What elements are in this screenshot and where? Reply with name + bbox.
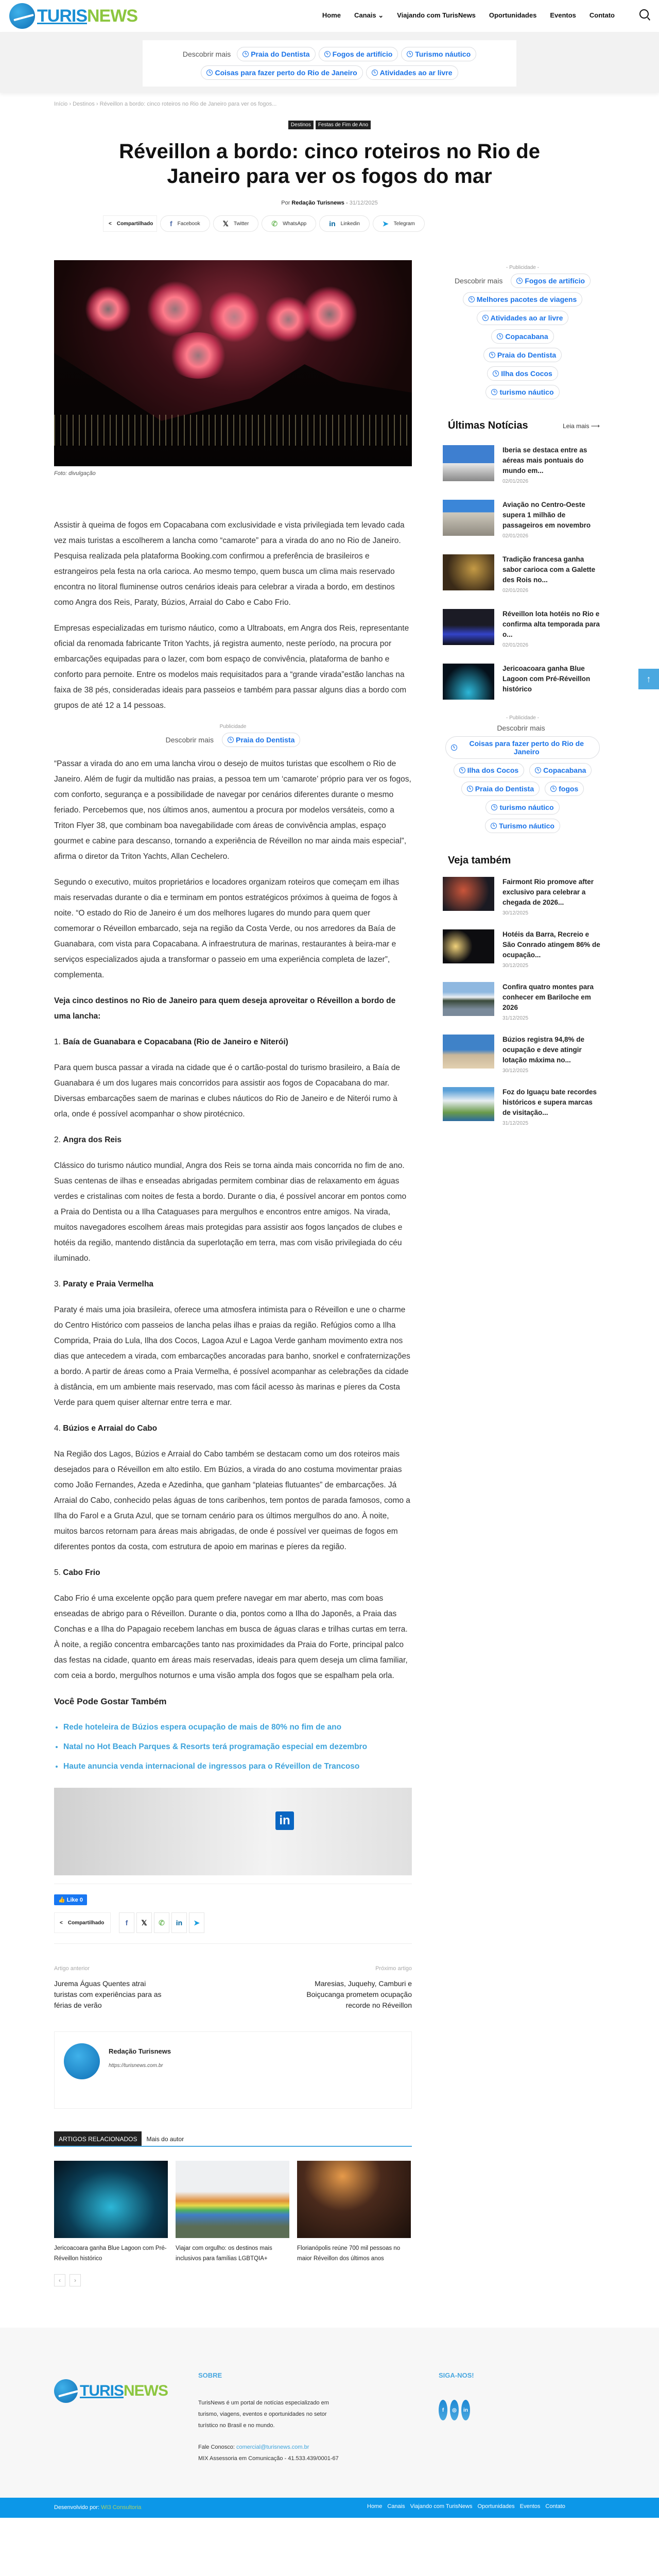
latest-news-item[interactable]: Jericoacoara ganha Blue Lagoon com Pré-Réveillon histórico [438,664,608,700]
previous-article-link[interactable]: Artigo anterior Jurema Águas Quentes atrai turistas com experiências para as férias de verão [54,1965,162,2009]
share-whatsapp-button[interactable]: ✆ WhatsApp [262,215,316,232]
sidebar-ad-1: - Publicidade - Descobrir mais ϟ Fogos de artifício ϟ Melhores pacotes de viagens ϟ Atividades ao ar livre ϟ Copacabana ϟ Praia do Dentista ϟ Ilha dos Cocos ϟ turismo náutico [438,265,608,399]
see-also-item[interactable]: Búzios registra 94,8% de ocupação e deve atingir lotação máxima no... 30/12/2025 [438,1035,608,1074]
whatsapp-icon: ✆ [271,219,278,228]
article-body: Assistir à queima de fogos em Copacabana com exclusividade e vista privilegiada tem levado cada vez mais turistas a escolherem a lancha como “camarote” para a virada do ano no Rio de Janeiro. Pesquisa realizada pela plataforma Booking.com confirmou a preferência de brasileiros e estrangeiros pela festa na orla carioca. Ao mesmo tempo, quem busca um clima mais reservado encontra no litoral fluminense outros cenários ideais para celebrar a virada a bordo, em destinos como Angra dos Reis, Paraty, Búzios, Arraial do Cabo e Cabo Frio. Empresas especializadas em turismo náutico, como a Ultraboats, em Angra dos Reis, representante oficial da renomada fabricante Triton Yachts, já registra aumento, neste período, na procura por embarcações equipadas para o lazer, com bom espaço de convivência, plataforma de banho e conforto para pernoite. Entre os modelos mais requisitados para a “grande virada”estão lanchas na faixa de 38 pés, consideradas ideais para passeios e também para passar alguns dias a bordo com grupos de até 12 a 14 pessoas. Publicidade Descobrir mais ϟ Praia do Dentista “Passar a virada do ano em uma lancha virou o desejo de muitos turistas que escolhem o Rio de Janeiro. Além de fugir da multidão nas praias, a pessoa tem um ‘camarote’ próprio para ver os fogos, com conforto, segurança e a possibilidade de navegar por cenários diferentes durante o mesmo feriado. Percebemos que, nos últimos anos, aumentou a procura por modelos versáteis, como a Triton Flyer 38, que combinam boa navegabilidade com áreas de convivência amplas, espaço gourmet e cabine para descanso, tornando a experiência de Réveillon no mar ainda mais especial”, afirma o diretor da Triton Yachts, Allan Cechelero. Segundo o executivo, muitos proprietários e locadores organizam roteiros que começam em ilhas mais reservadas durante o dia e terminam em pontos estratégicos próximos à queima de fogos à noite. “O estado do Rio de Janeiro é um dos melhores lugares do mundo para quem quer comemorar o Réveillon embarcado, seja na região da Costa Verde, ou nos arredores da Baía de Guanabara, com vista para Copacabana. A infraestrutura de marinas, restaurantes à beira-mar e serviços especializados ajuda a transformar o passeio em uma experiência completa de lazer”, complementa. Veja cinco destinos no Rio de Janeiro para quem deseja aproveitar o Réveillon a bordo de uma lancha: 1. Baía de Guanabara e Copacabana (Rio de Janeiro e Niterói) Para quem busca passar a virada na cidade que é o cartão-postal do turismo brasileiro, a Baía de Guanabara é um dos lugares mais concorridos para assistir aos fogos de Copacabana do mar. Diversas embarcações saem de marinas e clubes náuticos do Rio de Janeiro e de Niterói rumo à orla, onde é possível acompanhar o show pirotécnico. 2. Angra dos Reis Clássico do turismo náutico mundial, Angra dos Reis se torna ainda mais concorrida no fim de ano. Suas centenas de ilhas e enseadas abrigadas permitem combinar dias de relaxamento em águas verdes e cristalinas com noites de festa a bordo. Durante o dia, é possível ancorar em pontos como a Praia do Dentista ou a Ilha Cataguases para mergulhos e encontros entre amigos. Na virada, muitos navegadores escolhem áreas mais protegidas para assistir aos fogos lançados de clubes e hotéis da região, mantendo distância da superlotação em terra, mas com visão privilegiada do céu iluminado. 3. Paraty e Praia Vermelha Paraty é mais uma joia brasileira, oferece uma atmosfera intimista para o Réveillon e une o charme do Centro Histórico com passeios de lancha pelas ilhas e praias da região. Refúgios como a Ilha Comprida, Praia do Lula, Ilha dos Cocos, Lagoa Azul e Lagoa Verde ganham movimento extra nos dias que antecedem a virada, com embarcações ancoradas para banho, snorkel e confraternizações a bordo. A partir de áreas como a Praia Vermelha, é possível acompanhar as celebrações da cidade à distância, em um ambiente mais reservado, mas com fácil acesso às marinas e píeres da Costa Verde para quem quiser alternar entre terra e mar. 4. Búzios e Arraial do Cabo Na Região dos Lagos, Búzios e Arraial do Cabo também se destacam como um dos roteiros mais desejados para o Réveillon em alto estilo. Em Búzios, a virada do ano costuma movimentar praias como João Fernandes, Azeda e Azedinha, que ganham “plateias flutuantes” de embarcações. Já Arraial do Cabo, conhecido pelas águas de tons caribenhos, tem pontos de parada famosos, como a Ilha do Farol e a Gruta Azul, que se tornam cenário para os últimos mergulhos do ano. À noite, muitos barcos retornam para áreas mais abrigadas, de onde é possível ver queimas de fogos em diferentes pontos da costa, com estrutura de apoio em marinas e píeres da região. 5. Cabo Frio Cabo Frio é uma excelente opção para quem prefere navegar em mar aberto, mas com boas enseadas de abrigo para o Réveillon. Durante o dia, pontos como a Ilha do Japonês, a Praia das Conchas e a Ilha do Papagaio recebem lanchas em busca de águas claras e trilhas curtas em terra. À noite, a região concentra embarcações tanto nas proximidades da Praia do Forte, principal palco das festas na cidade, quanto em áreas mais reservadas, ideais para quem deseja um clima familiar, com ceia a bordo, mergulhos noturnos e uma visão ampla dos fogos que se espalham pela orla. Você Pode Gostar Também • Rede hoteleira de Búzios espera ocupação de mais de 80% no fim de ano • Natal no Hot Beach Parques & Resorts terá programação especial em dezembro • Haute anuncia venda internacional de ingressos para o Réveillon de Trancoso in 👍 Like 0 < Compartilhado f 𝕏 ✆ in ➤ Artigo anterior Jurema Águas Quentes atrai turistas com experiências para as férias de verão Próximo artigo Maresias, Juquehy, Camburi e Boiçucanga prometem ocupação recorde no Réveillon Redação Turisnews https://turisnews.com.br ARTIGOS RELACIONADOS Mais do autor Jericoacoara ganha Blue Lagoon com Pré-Réveillon histórico Viajar com orgulho: os destinos mais inclusivos para famílias LGBTQIA+ Florianópolis reúne 700 mil pessoas no maior Réveillon dos últimos anos ‹ › [54,477,412,2286]
destinations-intro: Veja cinco destinos no Rio de Janeiro para quem deseja aproveitar o Réveillon a bordo de uma lancha: [54,996,396,1021]
sidebar-ad-2: - Publicidade - Descobrir mais ϟ Coisas para fazer perto do Rio de Janeiro ϟ Ilha dos Cocos ϟ Copacabana ϟ Praia do Dentista ϟ fogos ϟ turismo náutico ϟ Turismo náutico [438,715,608,833]
bottom-share-bar [54,1912,412,1933]
also-like-link[interactable]: • Haute anuncia venda internacional de ingressos para o Réveillon de Trancoso [63,1759,412,1774]
related-card[interactable]: Jericoacoara ganha Blue Lagoon com Pré-Réveillon histórico [54,2161,168,2264]
discover-chip[interactable]: ϟ fogos [545,782,584,796]
tab-more-from-author[interactable]: Mais do autor [146,2136,184,2143]
content-area [0,260,659,2286]
latest-news-item[interactable]: Aviação no Centro-Oeste supera 1 milhão de passageiros em novembro 02/01/2026 [438,500,608,539]
main-column [54,260,412,2286]
footer-email-link[interactable]: comercial@turisnews.com.br [236,2444,309,2450]
discover-chip[interactable]: ϟ Ilha dos Cocos [487,366,558,381]
bolt-icon: ϟ [459,767,465,773]
bolt-icon: ϟ [535,767,541,773]
x-icon[interactable]: 𝕏 [136,1912,152,1933]
discover-chip[interactable]: ϟ Ilha dos Cocos [454,763,525,777]
bolt-icon: ϟ [491,823,497,829]
site-logo[interactable]: TURISNEWS [9,3,137,29]
arrow-up-icon: ↑ [646,674,651,684]
page-title: Réveillon a bordo: cinco roteiros no Rio de Janeiro para ver os fogos do mar [119,140,540,188]
bolt-icon: ϟ [497,333,503,340]
site-footer [0,2328,659,2498]
next-article-link[interactable]: Próximo artigo Maresias, Juquehy, Camburi e Boiçucanga prometem ocupação recorde no Réveillon [306,1965,412,2009]
footer-nav-oportunidades[interactable]: Oportunidades [477,2503,515,2510]
discover-chip[interactable]: ϟ Atividades ao ar livre [366,65,458,80]
footer-social [439,2400,470,2420]
discover-chip[interactable]: ϟ Copacabana [529,763,592,777]
discover-box [143,40,516,87]
latest-news-item[interactable]: Réveillon lota hotéis no Rio e confirma alta temporada para o... 02/01/2026 [438,609,608,648]
share-facebook-button[interactable]: f Facebook [160,215,210,232]
discover-chip[interactable]: ϟ Fogos de artifício [511,274,591,288]
tab-related[interactable]: ARTIGOS RELACIONADOS [54,2131,142,2146]
facebook-like-button[interactable]: 👍 Like 0 [54,1894,87,1905]
section-heading: 4. Búzios e Arraial do Cabo [54,1424,158,1433]
footer-about-text: TurisNews é um portal de notícias especializado em turismo, viagens, eventos e oportunidades no setor turístico no Brasil e no mundo. Fale Conosco: comercial@turisnews.com.br MIX Assessoria em Comunicação - 41.533.439/0001-67 [198,2400,339,2462]
latest-news-title: Últimas Notícias Leia mais ⟶ [448,420,600,431]
see-also-title: Veja também [448,855,511,866]
carousel-arrows [54,2274,412,2286]
share-icon: < [60,1920,63,1926]
chevron-down-icon: ⌄ [378,11,384,19]
discover-chip[interactable]: ϟ Praia do Dentista [237,47,315,61]
logo-globe-icon [54,2379,78,2403]
arrow-right-icon: ⟶ [591,422,600,430]
linkedin-icon: in [329,219,336,228]
bolt-icon: ϟ [206,70,213,76]
see-also-item[interactable]: Hotéis da Barra, Recreio e São Conrado atingem 86% de ocupação... 30/12/2025 [438,929,608,969]
author-link[interactable]: Redação Turisnews [291,200,344,206]
footer-nav-viajando[interactable]: Viajando com TurisNews [410,2503,473,2510]
related-card[interactable]: Viajar com orgulho: os destinos mais inclusivos para famílias LGBTQIA+ [176,2161,289,2264]
share-linkedin-button[interactable]: in Linkedin [319,215,370,232]
section-heading: 1. Baía de Guanabara e Copacabana (Rio de Janeiro e Niterói) [54,1038,288,1046]
bolt-icon: ϟ [550,786,557,792]
telegram-icon: ➤ [382,219,389,228]
logo-globe-icon [9,3,35,29]
scroll-to-top-button[interactable] [638,669,659,689]
also-like-link[interactable]: • Natal no Hot Beach Parques & Resorts terá programação especial em dezembro [63,1739,412,1755]
discover-chip[interactable]: ϟ Coisas para fazer perto do Rio de Janeiro [201,65,362,80]
image-caption: Foto: divulgação [54,470,96,477]
bolt-icon: ϟ [516,278,523,284]
facebook-icon: f [170,219,172,228]
discover-chip[interactable]: ϟ Praia do Dentista [461,782,540,796]
footer-nav-canais[interactable]: Canais [387,2503,405,2510]
discover-chip[interactable]: ϟ Fogos de artifício [319,47,398,61]
whatsapp-icon[interactable]: ✆ [154,1912,169,1933]
facebook-icon[interactable]: f [119,1912,134,1933]
footer-about-title: SOBRE [198,2371,222,2379]
nav-eventos[interactable]: Eventos [550,11,576,19]
discover-chip[interactable]: ϟ Coisas para fazer perto do Rio de Janeiro [445,736,600,759]
also-like-title: Você Pode Gostar Também [54,1697,167,1706]
thumbs-up-icon: 👍 [58,1897,65,1903]
related-cards [54,2161,412,2264]
section-heading: 3. Paraty e Praia Vermelha [54,1280,154,1289]
nav-canais[interactable]: Canais ⌄ [354,11,384,19]
hero-image-fireworks [54,260,412,466]
next-arrow-icon[interactable]: › [70,2274,81,2286]
nav-viajando[interactable]: Viajando com TurisNews [397,11,476,19]
nav-oportunidades[interactable]: Oportunidades [489,11,537,19]
breadcrumb-current: Réveillon a bordo: cinco roteiros no Rio de Janeiro para ver os fogos... [99,101,277,107]
bolt-icon: ϟ [493,370,499,377]
facebook-icon[interactable]: f [439,2400,447,2420]
tag-festas[interactable]: Festas de Fim de Ano [316,121,371,129]
nav-contato[interactable]: Contato [589,11,615,19]
bolt-icon: ϟ [469,296,475,302]
share-telegram-button[interactable]: ➤ Telegram [373,215,425,232]
footer-nav [367,2503,565,2510]
developer-credit: Desenvolvido por: WI3 Consultoria [54,2504,142,2511]
author-name[interactable]: Redação Turisnews [109,2047,171,2055]
x-icon: 𝕏 [222,219,229,228]
related-tabs [54,2131,412,2147]
bolt-icon: ϟ [242,51,249,57]
breadcrumb: Início › Destinos › Réveillon a bordo: cinco roteiros no Rio de Janeiro para ver os fogos... [54,101,277,107]
latest-news-item[interactable]: Tradição francesa ganha sabor carioca com a Galette des Rois no... 02/01/2026 [438,554,608,594]
discover-chip[interactable]: ϟ Praia do Dentista [483,348,562,362]
footer-nav-contato[interactable]: Contato [545,2503,565,2510]
bolt-icon: ϟ [324,51,331,57]
bolt-icon: ϟ [489,352,495,358]
linkedin-icon: in [275,1811,294,1830]
related-card[interactable]: Florianópolis reúne 700 mil pessoas no maior Réveillon dos últimos anos [297,2161,411,2264]
latest-news-item[interactable]: Iberia se destaca entre as aéreas mais pontuais do mundo em... 02/01/2026 [438,445,608,484]
discover-chip[interactable]: ϟ Praia do Dentista [222,733,300,747]
section-heading: 2. Angra dos Reis [54,1136,122,1144]
share-bar [103,215,425,232]
discover-chip[interactable]: ϟ Atividades ao ar livre [477,311,569,325]
linkedin-icon[interactable]: in [171,1912,187,1933]
search-icon[interactable] [639,9,649,19]
share-label: < Compartilhado [54,1912,111,1933]
bolt-icon: ϟ [467,786,473,792]
tag-destinos[interactable]: Destinos [288,121,314,129]
share-label: < Compartilhado [103,215,157,232]
see-also-item[interactable]: Fairmont Rio promove after exclusivo para celebrar a chegada de 2026... 30/12/2025 [438,877,608,916]
section-heading: 5. Cabo Frio [54,1568,100,1577]
bolt-icon: ϟ [228,737,234,743]
telegram-icon[interactable]: ➤ [189,1912,204,1933]
linkedin-banner[interactable] [54,1788,412,1875]
discover-chip[interactable]: ϟ Turismo náutico [401,47,476,61]
discover-band [0,32,659,93]
author-box [54,2031,412,2109]
nav-home[interactable]: Home [322,11,341,19]
also-like-link[interactable]: • Rede hoteleira de Búzios espera ocupação de mais de 80% no fim de ano [63,1720,412,1735]
publish-date: 31/12/2025 [349,200,378,206]
category-tags [0,121,659,129]
read-more-link[interactable]: Leia mais ⟶ [563,422,600,430]
also-like-list [54,1720,412,1774]
site-header [0,0,659,32]
footer-logo[interactable]: TURISNEWS [54,2379,168,2403]
main-nav [322,11,615,20]
share-icon: < [109,221,112,227]
discover-chip[interactable]: ϟ turismo náutico [485,385,559,399]
bolt-icon: ϟ [491,389,497,395]
bolt-icon: ϟ [407,51,413,57]
avatar [64,2043,100,2079]
byline: Por Redação Turisnews - 31/12/2025 [281,200,378,206]
linkedin-icon[interactable]: in [461,2400,470,2420]
developer-link[interactable]: WI3 Consultoria [101,2504,142,2511]
footer-nav-eventos[interactable]: Eventos [519,2503,541,2510]
instagram-icon[interactable]: ◎ [450,2400,459,2420]
sidebar [438,260,608,2286]
footer-nav-home[interactable]: Home [367,2503,383,2510]
discover-chip[interactable]: ϟ turismo náutico [485,800,559,815]
see-also-item[interactable]: Confira quatro montes para conhecer em Bariloche em 2026 31/12/2025 [438,982,608,1021]
footer-bottom-bar [0,2498,659,2518]
bolt-icon: ϟ [491,804,497,810]
discover-chip[interactable]: ϟ Turismo náutico [485,819,560,833]
discover-chip[interactable]: ϟ Copacabana [491,329,553,344]
divider [54,1943,412,1944]
breadcrumb-home[interactable]: Início [54,101,68,107]
author-url[interactable]: https://turisnews.com.br [109,2063,163,2069]
bolt-icon: ϟ [372,70,378,76]
inline-ad: Publicidade Descobrir mais ϟ Praia do Dentista [54,724,412,747]
bolt-icon: ϟ [482,315,489,321]
see-also-item[interactable]: Foz do Iguaçu bate recordes históricos e supera marcas de visitação... 31/12/2025 [438,1087,608,1126]
prev-next-nav [54,1963,412,2011]
discover-label: Descobrir mais [182,50,231,58]
discover-chip[interactable]: ϟ Melhores pacotes de viagens [463,292,583,307]
footer-follow-title: SIGA-NOS! [439,2371,474,2379]
bolt-icon: ϟ [451,744,457,751]
prev-arrow-icon[interactable]: ‹ [54,2274,65,2286]
breadcrumb-destinos[interactable]: Destinos [73,101,95,107]
share-twitter-button[interactable]: 𝕏 Twitter [213,215,259,232]
